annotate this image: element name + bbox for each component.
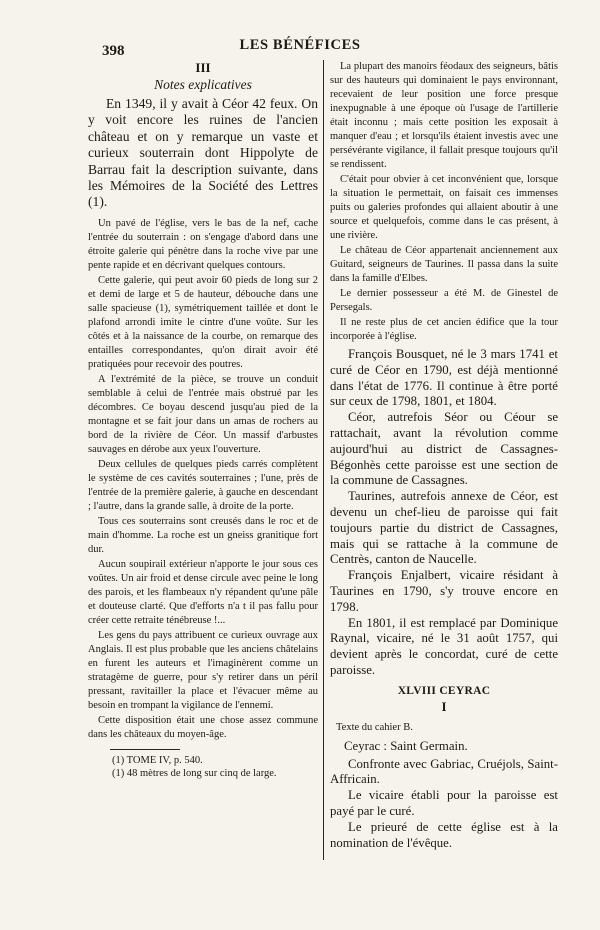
body-paragraph: Tous ces souterrains sont creusés dans le roc et de main d'homme. La roche est un gneiss granitique fort dur.	[88, 515, 318, 555]
body-paragraph: Cette galerie, qui peut avoir 60 pieds de long sur 2 et demi de large et 5 de hauteur, débouche dans une salle spacieuse (1), symétriquement taillée et dont le plafond arrondi imite le cintre d'une voûte. Sur les côtés et à la naissance de la courbe, on remarque des entailles correspondantes, qu'on dirait avoir été pratiquées pour recevoir des poutres.	[88, 274, 318, 370]
body-paragraph: Il ne reste plus de cet ancien édifice que la tour incorporée à l'église.	[330, 317, 558, 342]
body-paragraph: Un pavé de l'église, vers le bas de la nef, cache l'entrée du souterrain : on s'engage d'abord dans une étroite galerie qui pénètre dans la roche vive par une pente rapide et en décrivant quelques contours.	[88, 217, 318, 271]
body-paragraph: Aucun soupirail extérieur n'apporte le jour sous ces voûtes. Un air froid et dense circule avec peine le long des parois, et les flambeaux n'y répandent qu'une pâle et douteuse clarté. Que d'efforts n'a t il pas fallu pour créer cette retraite ténébreuse !...	[88, 558, 318, 626]
body-paragraph: Cette disposition était une chose assez commune dans les châteaux du moyen-âge.	[88, 714, 318, 740]
column-divider	[323, 60, 324, 860]
running-title: LES BÉNÉFICES	[239, 37, 361, 53]
chapter-heading: XLVIII CEYRAC	[397, 684, 491, 697]
footnote: (1) 48 mètres de long sur cinq de large.	[112, 767, 277, 779]
footnote-rule	[110, 749, 180, 750]
footnote: (1) TOME IV, p. 540.	[112, 754, 203, 766]
body-paragraph: Taurines, autrefois annexe de Céor, est devenu un chef-lieu de paroisse qui fait toujours partie du district de Cassagnes, mais qui se rattache à la commune de Centrès, canton de Naucelle.	[330, 489, 558, 567]
section-title: Notes explicatives	[154, 77, 252, 92]
body-paragraph: Céor, autrefois Séor ou Céour se rattachait, avant la révolution comme aujourd'hui au district de Cassagnes-Bégonhès cette paroisse est une section de la commune de Cassagnes.	[330, 410, 558, 488]
body-paragraph: Deux cellules de quelques pieds carrés complètent le système de ces cavités souterraines ; l'une, près de l'entrée de la première galerie, à gauche en descendant ; l'autre, dans la grande salle, à droite de la porte.	[88, 458, 318, 512]
page-number: 398	[102, 43, 125, 59]
body-paragraph: La plupart des manoirs féodaux des seigneurs, bâtis sur des hauteurs qui dominaient le pays environnant, recevaient de leur position une force presque inexpugnable à une époque où l'usage de l'artillerie était inconnu ; mais cette position les exposait à manquer d'eau ; et lorsqu'ils étaient investis avec une persévérante vigilance, il fallait presque toujours qu'il se rendissent.	[330, 61, 558, 170]
body-paragraph: C'était pour obvier à cet inconvénient que, lorsque la situation le permettait, on faisait ces immenses puits ou galeries profondes qui allaient aboutir à une source et quelquefois, comme dans le cas présent, à une rivière.	[330, 174, 558, 241]
source-note: Texte du cahier B.	[336, 721, 413, 733]
body-paragraph: Les gens du pays attribuent ce curieux ouvrage aux Anglais. Il est plus probable que les anciens châtelains en furent les auteurs et l'imaginèrent comme un stratagème de guerre, pour s'y retirer dans un péril pressant, ravitailler la place et l'évacuer même au besoin en trompant la vigilance de l'ennemi.	[88, 629, 318, 711]
body-paragraph: François Bousquet, né le 3 mars 1741 et curé de Céor en 1790, est déjà mentionné dans l'état de 1776. Il continue à être porté sur ceux de 1798, 1801, et 1804.	[330, 347, 558, 409]
body-paragraph: A l'extrémité de la pièce, se trouve un conduit semblable à celui de l'entrée mais obstrué par les décombres. Ce boyau descend jusqu'au pied de la montagne et se fait jour dans un amas de rochers au bord de la rivière de Céor. Un massif d'arbustes sauvages en dérobe aux yeux l'ouverture.	[88, 373, 318, 455]
right-column	[330, 60, 558, 860]
closing-line: Ceyrac : Saint Germain.	[344, 738, 468, 753]
intro-paragraph: En 1349, il y avait à Céor 42 feux. On y voit encore les ruines de l'ancien château et on y remarque un vaste et curieux souterrain dont Hippolyte de Barrau fait la description suivante, dans les Mémoires de la Société des Lettres (1).	[88, 96, 318, 210]
closing-line: Le vicaire établi pour la paroisse est payé par le curé.	[330, 788, 558, 818]
closing-line: Le prieuré de cette église est à la nomination de l'évêque.	[330, 819, 558, 850]
left-column	[88, 60, 318, 860]
section-number: III	[195, 60, 211, 75]
chapter-number: I	[441, 698, 447, 714]
body-paragraph: François Enjalbert, vicaire résidant à Taurines en 1790, s'y trouve encore en 1798.	[330, 568, 558, 614]
body-paragraph: Le château de Céor appartenait anciennement aux Guitard, seigneurs de Taurines. Il passa dans la suite dans la famille d'Elbes.	[330, 245, 558, 284]
body-paragraph: En 1801, il est remplacé par Dominique Raynal, vicaire, né le 31 août 1757, qui devient après le concordat, curé de cette paroisse.	[330, 615, 558, 677]
closing-line: Confronte avec Gabriac, Cruéjols, Saint-Affricain.	[330, 756, 558, 787]
body-paragraph: Le dernier possesseur a été M. de Ginestel de Persegals.	[330, 288, 558, 313]
